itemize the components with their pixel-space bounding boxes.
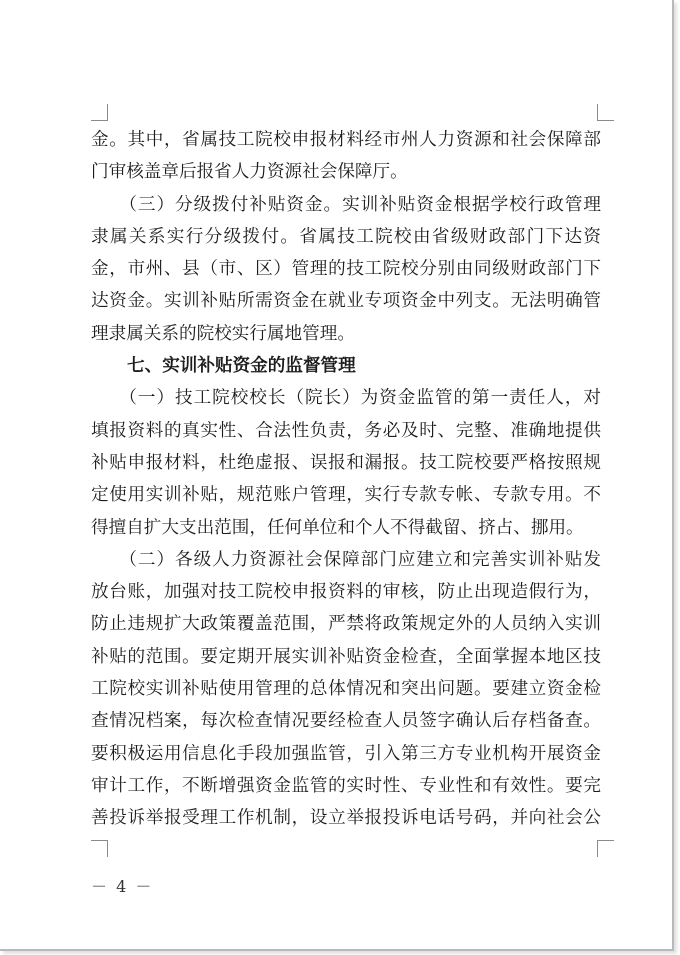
text-line: 金。其中，省属技工院校申报材料经市州人力资源和社会保障部: [91, 130, 601, 150]
text-line: 补贴申报材料，杜绝虚报、误报和漏报。技工院校要严格按照规: [91, 452, 601, 473]
text-line: 放台账，加强对技工院校申报资料的审核，防止出现造假行为，: [91, 582, 601, 603]
text-line: 理隶属关系的院校实行属地管理。: [91, 323, 355, 344]
crop-mark-top-right: [597, 104, 614, 121]
text-line: 善投诉举报受理工作机制，设立举报投诉电话号码，并向社会公: [91, 808, 601, 829]
text-line: 金，市州、县（市、区）管理的技工院校分别由同级财政部门下: [91, 259, 601, 280]
document-body: [91, 124, 601, 835]
text-line: 门审核盖章后报省人力资源社会保障厅。: [91, 162, 408, 183]
text-line: 得擅自扩大支出范围，任何单位和个人不得截留、挤占、挪用。: [91, 517, 584, 538]
text-line: 定使用实训补贴，规范账户管理，实行专款专帐、专款专用。不: [91, 485, 601, 506]
text-line: 防止违规扩大政策覆盖范围，严禁将政策规定外的人员纳入实训: [91, 614, 601, 635]
text-line: 查情况档案，每次检查情况要经检查人员签字确认后存档备查。: [91, 711, 601, 732]
section-heading: 七、实训补贴资金的监督管理: [127, 356, 356, 377]
text-line: （三）分级拨付补贴资金。实训补贴资金根据学校行政管理: [91, 194, 601, 215]
crop-mark-bottom-left: [91, 840, 108, 857]
text-line: 填报资料的真实性、合法性负责，务必及时、完整、准确地提供: [91, 420, 601, 441]
text-line: 要积极运用信息化手段加强监管，引入第三方专业机构开展资金: [91, 743, 601, 764]
text-line: 达资金。实训补贴所需资金在就业专项资金中列支。无法明确管: [91, 291, 601, 312]
page-number: － 4 －: [91, 877, 154, 896]
crop-mark-bottom-right: [597, 840, 614, 857]
text-line: （二）各级人力资源社会保障部门应建立和完善实训补贴发: [91, 549, 601, 570]
text-line: （一）技工院校校长（院长）为资金监管的第一责任人，对: [91, 388, 601, 409]
text-line: 隶属关系实行分级拨付。省属技工院校由省级财政部门下达资: [91, 226, 601, 247]
text-line: 补贴的范围。要定期开展实训补贴资金检查，全面掌握本地区技: [91, 646, 601, 667]
crop-mark-top-left: [91, 104, 108, 121]
text-line: 审计工作，不断增强资金监管的实时性、专业性和有效性。要完: [91, 775, 601, 796]
text-line: 工院校实训补贴使用管理的总体情况和突出问题。要建立资金检: [91, 679, 601, 700]
